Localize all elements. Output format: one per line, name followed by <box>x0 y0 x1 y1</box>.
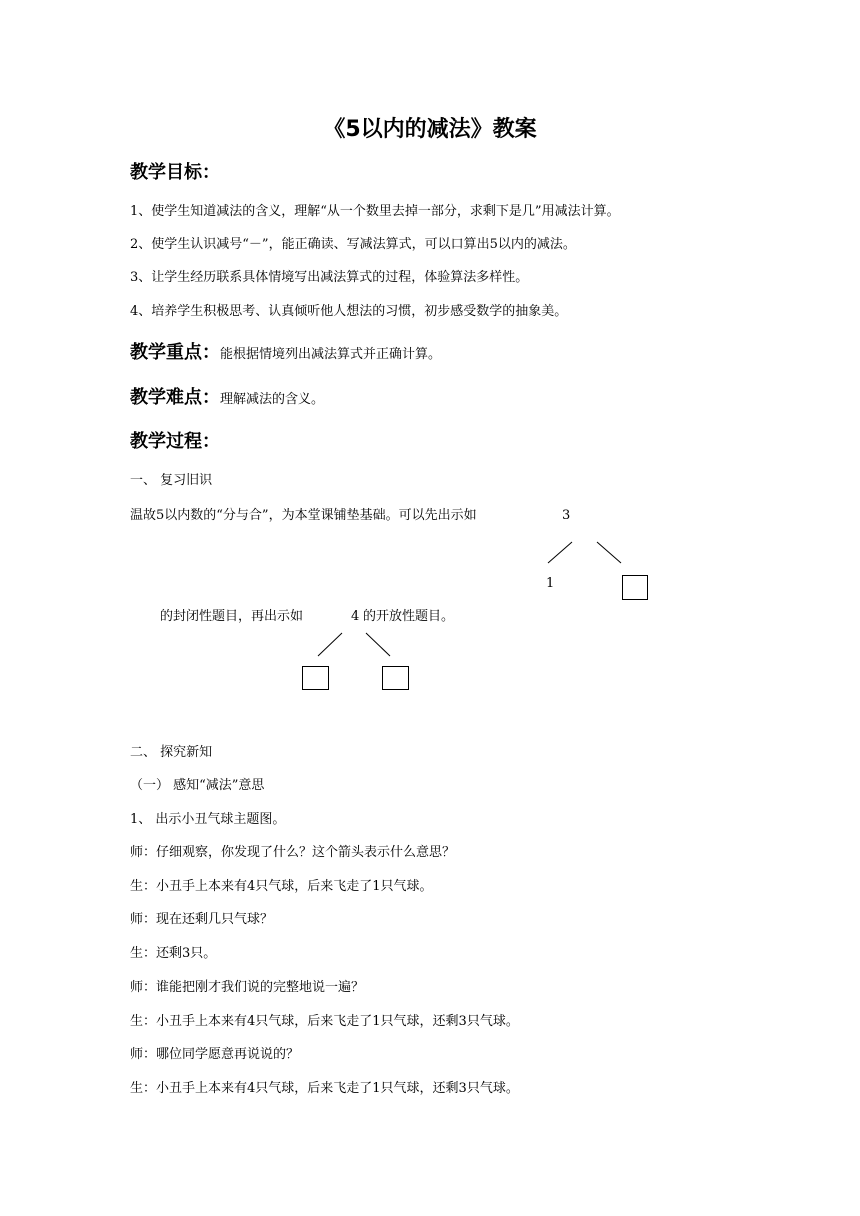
dialogue-line: 生：小丑手上本来有4只气球，后来飞走了1只气球。 <box>130 879 433 894</box>
open-question-text: 的开放性题目。 <box>363 609 455 624</box>
bond1-top-number: 3 <box>562 508 571 523</box>
bond2-left-branch <box>318 633 342 656</box>
subsection-heading: （一） 感知“减法”意思 <box>130 778 265 793</box>
closed-question-text: 的封闭性题目，再出示如 <box>160 609 304 624</box>
key-point-label: 教学重点： <box>130 342 220 363</box>
dialogue-line: 师：仔细观察，你发现了什么？这个箭头表示什么意思？ <box>130 845 456 860</box>
bond1-right-branch <box>597 542 621 563</box>
dialogue-line: 1、 出示小丑气球主题图。 <box>130 812 286 827</box>
section-heading: 一、 复习旧识 <box>130 473 213 488</box>
section-heading: 二、 探究新知 <box>130 745 213 760</box>
dialogue-line: 生：小丑手上本来有4只气球，后来飞走了1只气球，还剩3只气球。 <box>130 1081 519 1096</box>
objective-item: 1、使学生知道减法的含义，理解“从一个数里去掉一部分，求剩下是几”用减法计算。 <box>130 204 620 219</box>
objective-item: 4、培养学生积极思考、认真倾听他人想法的习惯，初步感受数学的抽象美。 <box>130 304 568 319</box>
objective-item: 2、使学生认识减号“－”，能正确读、写减法算式，可以口算出5以内的减法。 <box>130 237 576 252</box>
dialogue-line: 师：现在还剩几只气球？ <box>130 912 274 927</box>
difficulty-text: 理解减法的含义。 <box>220 392 325 407</box>
page-title: 《5以内的减法》教案 <box>323 117 537 142</box>
objective-item: 3、让学生经历联系具体情境写出减法算式的过程，体验算法多样性。 <box>130 270 529 285</box>
dialogue-line: 师：哪位同学愿意再说说的？ <box>130 1047 300 1062</box>
dialogue-line: 生：还剩3只。 <box>130 946 217 961</box>
bond2-right-box <box>383 667 409 690</box>
bond1-left-branch <box>548 542 572 563</box>
difficulty-label: 教学难点： <box>130 387 220 408</box>
bond2-top-number: 4 <box>351 609 360 624</box>
review-text: 温故5以内数的“分与合”，为本堂课铺垫基础。可以先出示如 <box>130 508 477 523</box>
process-heading: 教学过程： <box>130 431 220 452</box>
dialogue-line: 生：小丑手上本来有4只气球，后来飞走了1只气球，还剩3只气球。 <box>130 1014 519 1029</box>
objectives-heading: 教学目标： <box>130 162 220 183</box>
bond2-right-branch <box>366 633 390 656</box>
bond2-left-box <box>303 667 329 690</box>
dialogue-line: 师：谁能把刚才我们说的完整地说一遍？ <box>130 980 365 995</box>
bond1-right-box <box>623 576 648 600</box>
key-point-text: 能根据情境列出减法算式并正确计算。 <box>220 347 442 362</box>
bond1-left-number: 1 <box>546 576 555 591</box>
